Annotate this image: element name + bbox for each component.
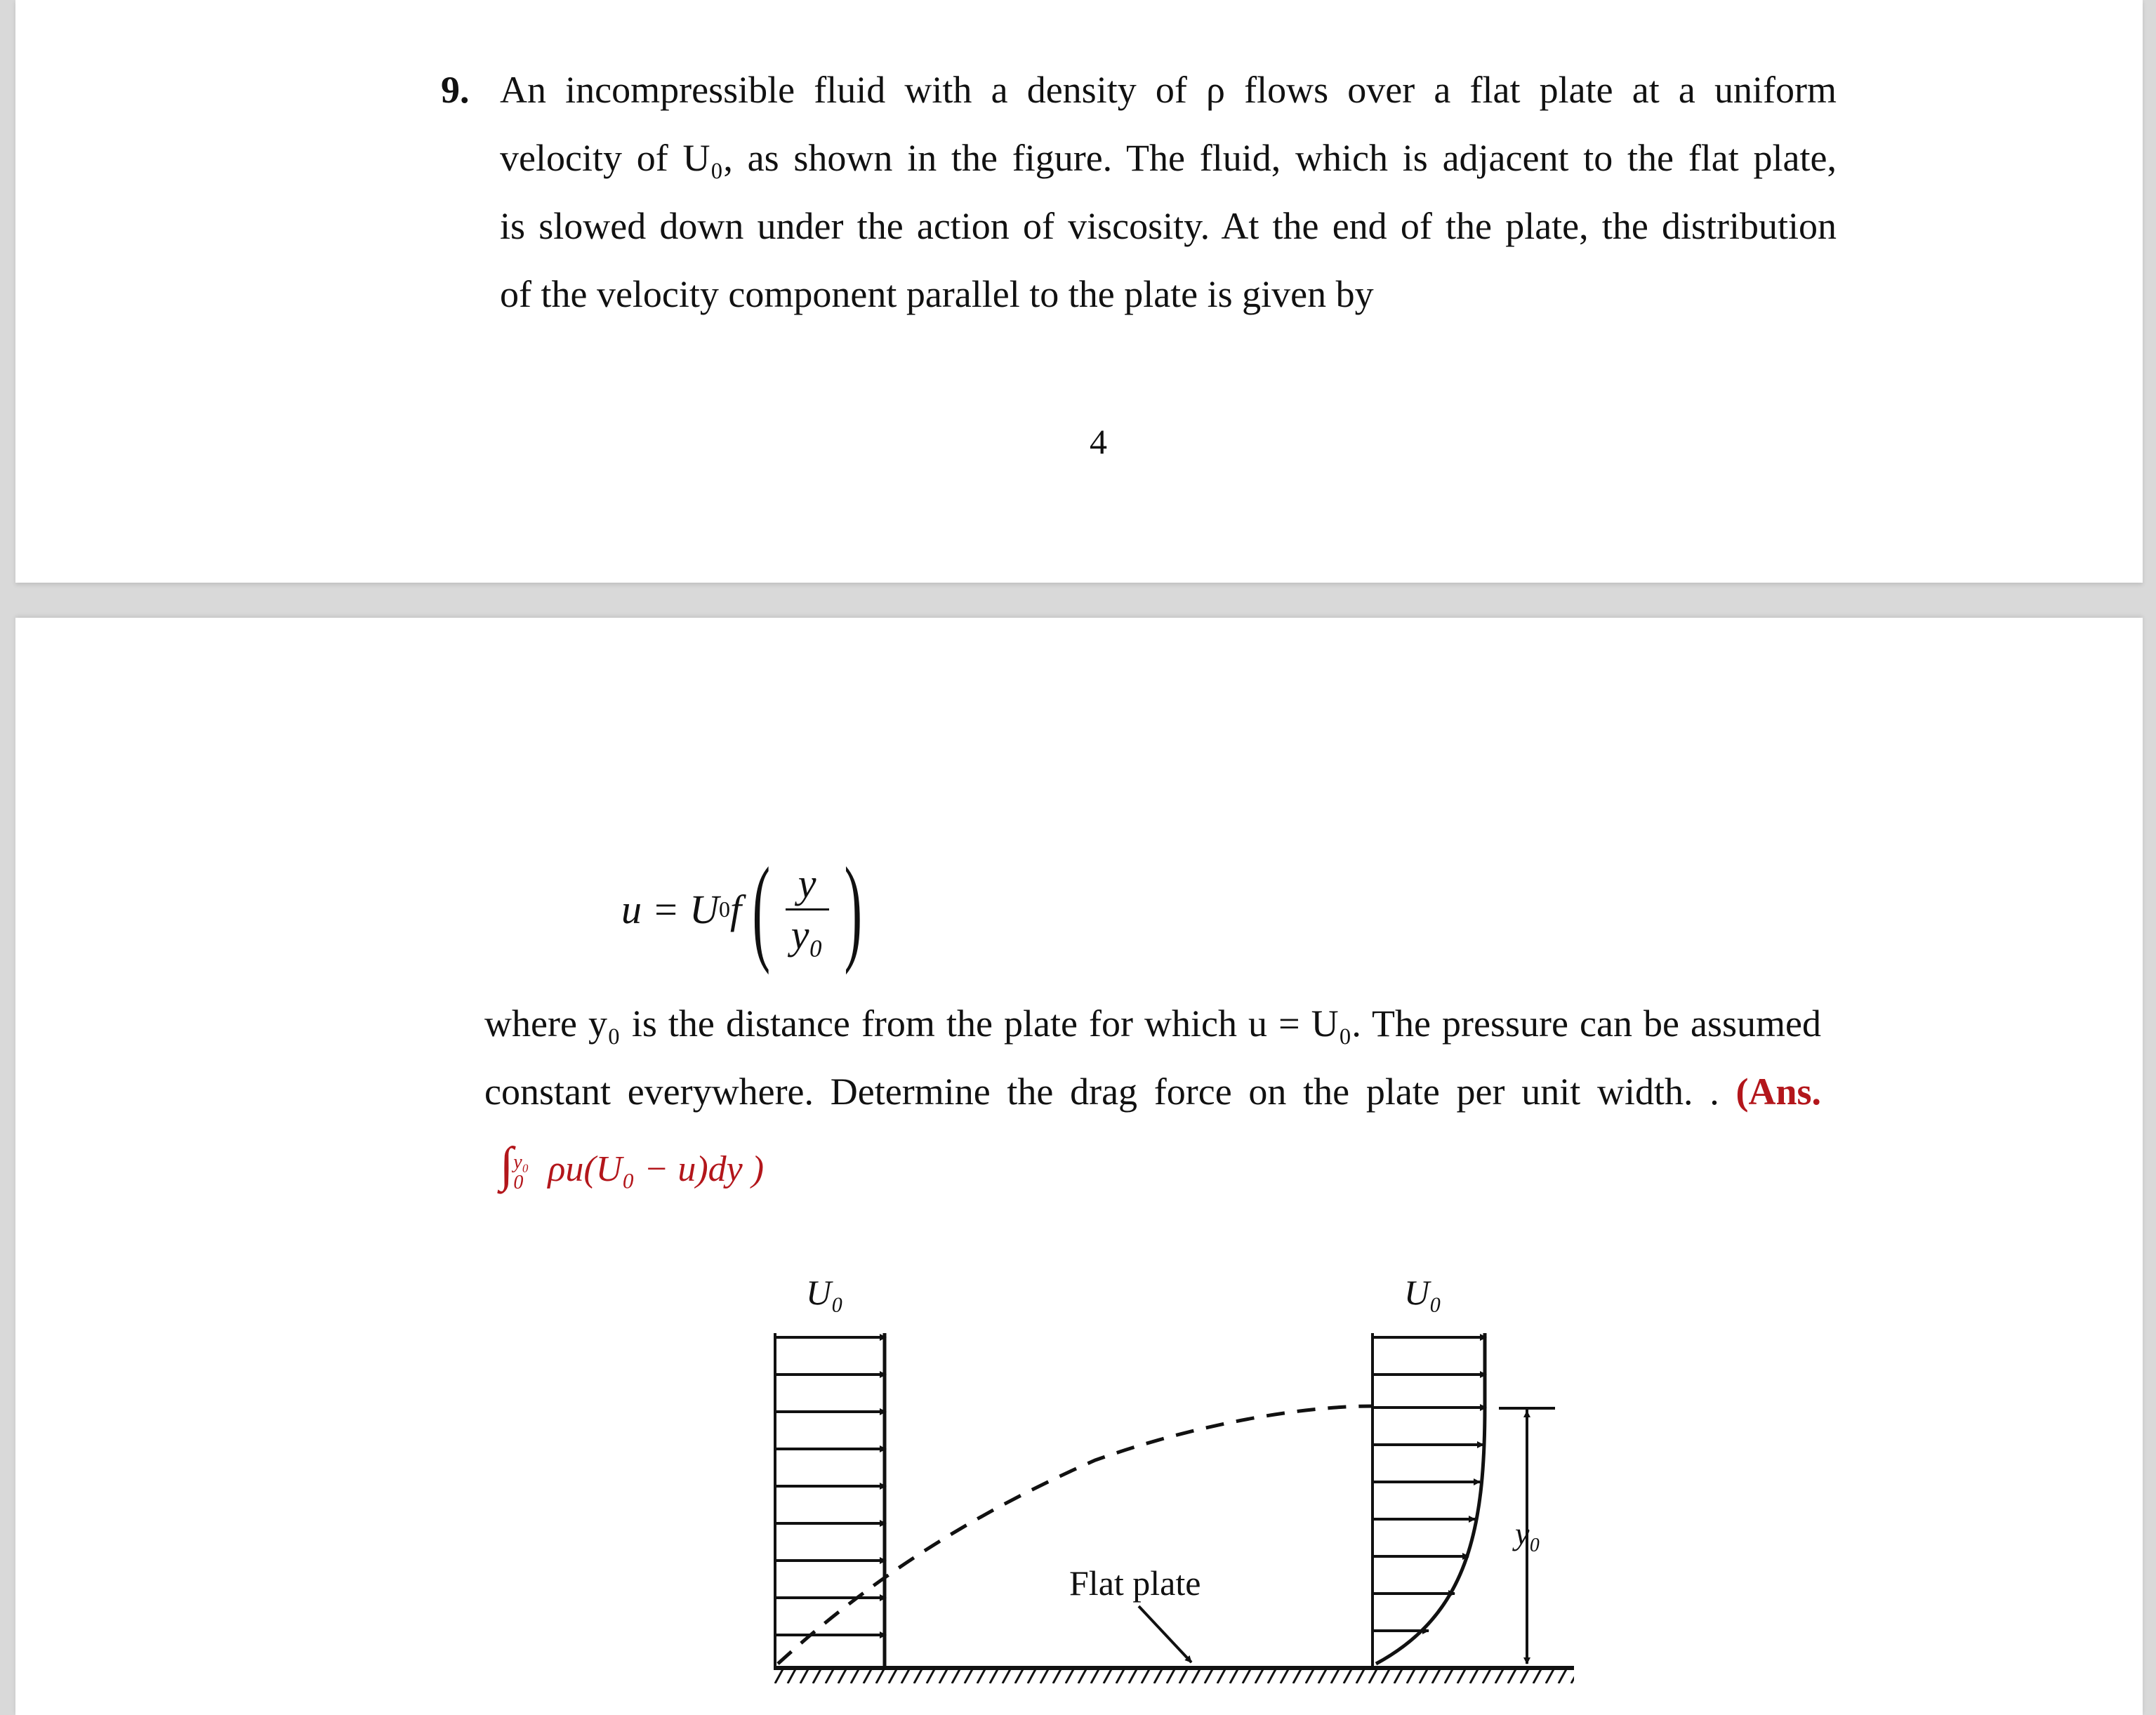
paragraph-line: velocity of U₀, as shown in the figure. The fluid, which is adjacent to the flat plate, bbox=[500, 137, 1837, 179]
left-velocity-label: U₀ bbox=[806, 1273, 844, 1312]
thickness-dimension bbox=[1499, 1408, 1555, 1664]
downstream-velocity-profile bbox=[1373, 1333, 1486, 1668]
thickness-label: y₀ bbox=[1515, 1516, 1541, 1551]
formula-lhs: u = U bbox=[621, 886, 720, 932]
paragraph-line: An incompressible fluid with a density of ρ flows over a flat plate at a uniform bbox=[500, 69, 1837, 111]
ground-hatch bbox=[774, 1668, 1574, 1683]
flat-plate-leader bbox=[1139, 1606, 1191, 1662]
paragraph-line: of the velocity component parallel to the plate is given by bbox=[500, 273, 1374, 315]
page-number: 4 bbox=[1090, 422, 1107, 461]
integral-sign: ∫ bbox=[500, 1138, 514, 1192]
left-paren: ( bbox=[752, 843, 771, 975]
answer-label: (Ans. bbox=[1735, 1071, 1822, 1113]
fraction-numerator: y bbox=[786, 859, 829, 911]
paragraph-line: where y₀ is the distance from the plate for which u = U₀. The pressure can be assumed bbox=[484, 1002, 1821, 1045]
paragraph-line: is slowed down under the action of viscosity. At the end of the plate, the distribution bbox=[500, 205, 1837, 247]
question-number: 9. bbox=[441, 69, 470, 111]
formula-subscript: 0 bbox=[719, 896, 731, 922]
boundary-layer-edge bbox=[778, 1406, 1373, 1664]
integral-upper: y₀ bbox=[513, 1151, 529, 1173]
flat-plate-label: Flat plate bbox=[1069, 1563, 1201, 1603]
integral-body: ρu(U₀ − u)dy ) bbox=[548, 1149, 765, 1189]
right-velocity-label: U₀ bbox=[1404, 1273, 1442, 1312]
fraction-denominator: y₀ bbox=[791, 911, 824, 958]
right-paren: ) bbox=[844, 843, 862, 975]
paragraph-line: constant everywhere. Determine the drag force on the plate per unit width. . (Ans. bbox=[484, 1071, 1822, 1113]
formula-func: f bbox=[730, 886, 742, 932]
integral-lower: 0 bbox=[513, 1172, 524, 1194]
